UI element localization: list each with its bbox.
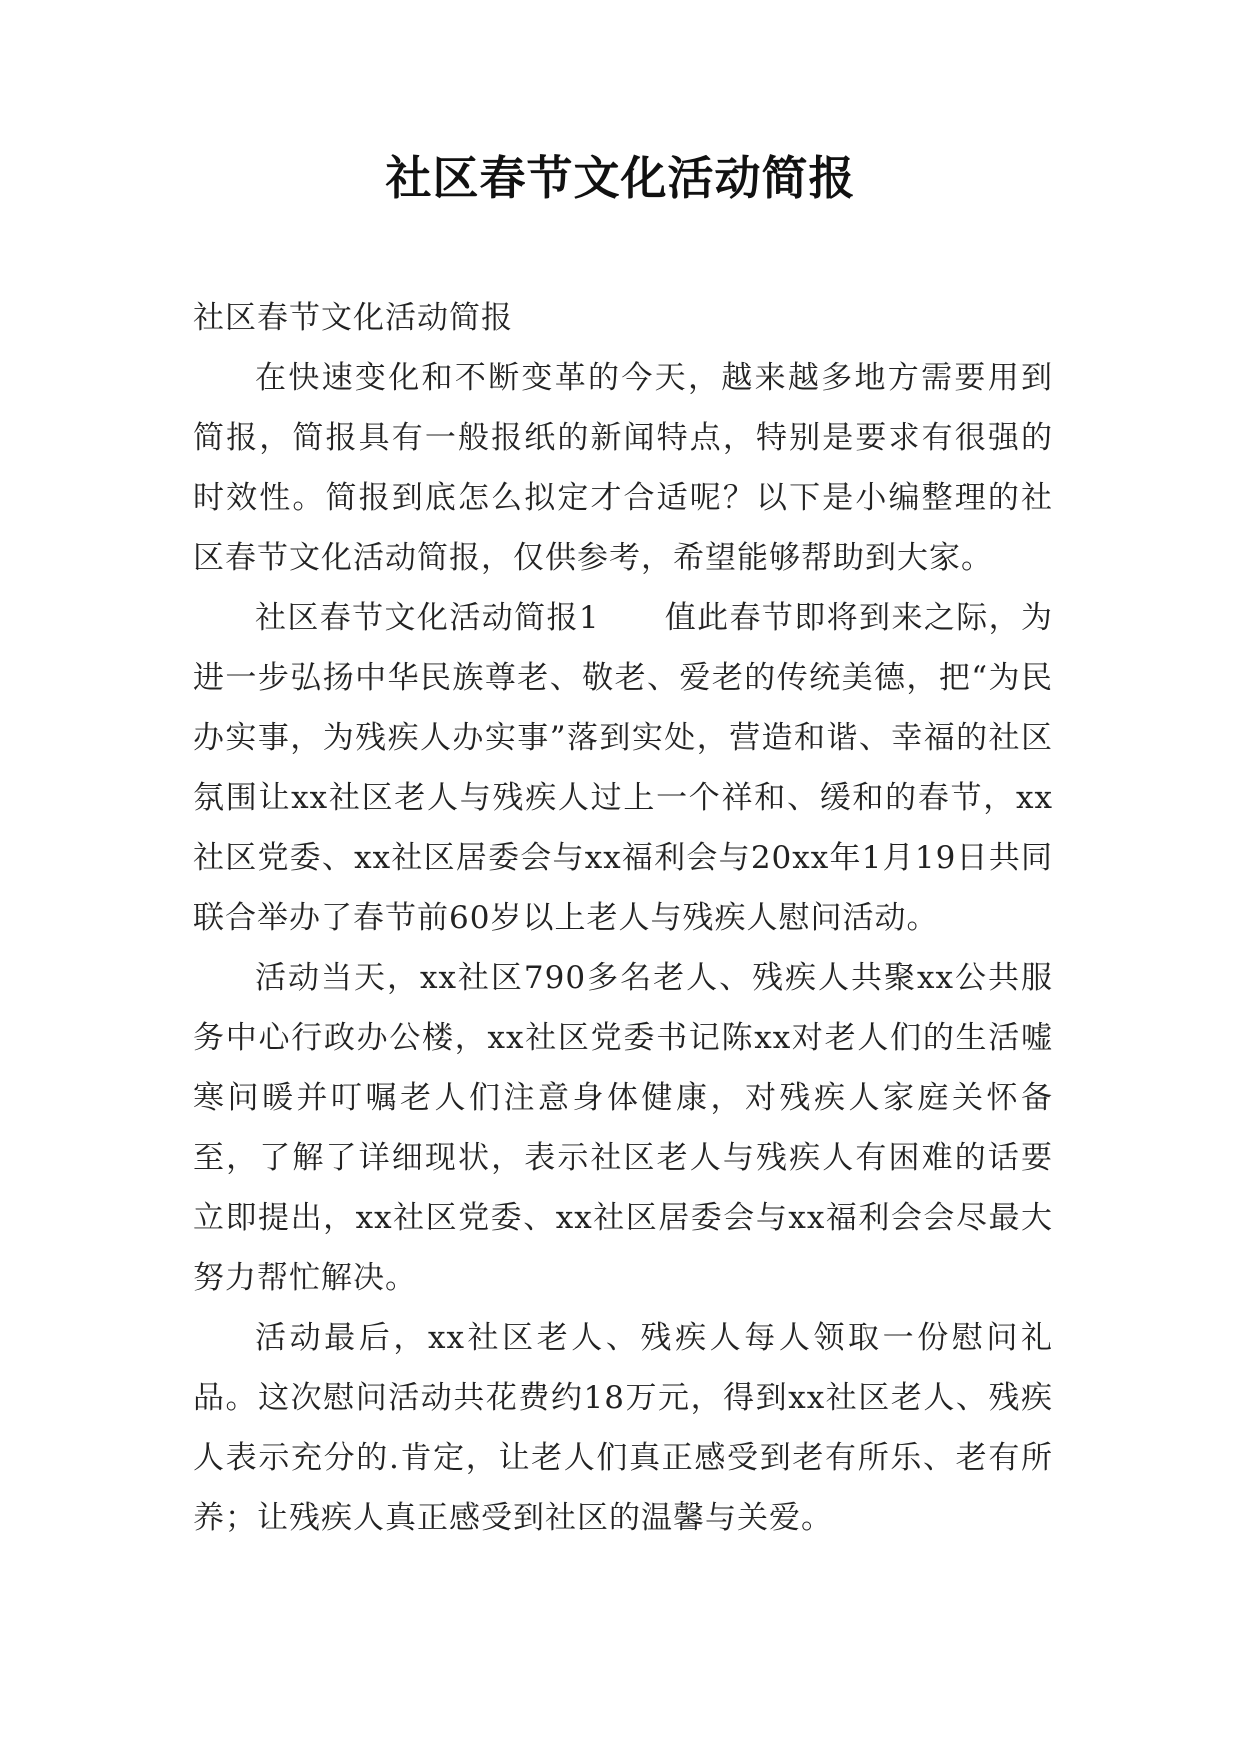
- paragraph-activity-end: 活动最后，xx社区老人、残疾人每人领取一份慰问礼品。这次慰问活动共花费约18万元，得到xx社区老人、残疾人表示充分的.肯定，让老人们真正感受到老有所乐、老有所养；让残疾人真正感受到社区的温馨与关爱。: [193, 1320, 1053, 1536]
- paragraph-intro: 在快速变化和不断变革的今天，越来越多地方需要用到简报，简报具有一般报纸的新闻特点，特别是要求有很强的时效性。简报到底怎么拟定才合适呢？以下是小编整理的社区春节文化活动简报，仅供参考，希望能够帮助到大家。: [193, 360, 1053, 576]
- paragraph-report-1: 社区春节文化活动简报1 值此春节即将到来之际，为进一步弘扬中华民族尊老、敬老、爱老的传统美德，把“为民办实事，为残疾人办实事”落到实处，营造和谐、幸福的社区氛围让xx社区老人与残疾人过上一个祥和、缓和的春节，xx社区党委、xx社区居委会与xx福利会与20xx年1月19日共同联合举办了春节前60岁以上老人与残疾人慰问活动。: [193, 600, 1053, 936]
- paragraph-activity-day: 活动当天，xx社区790多名老人、残疾人共聚xx公共服务中心行政办公楼，xx社区党委书记陈xx对老人们的生活嘘寒问暖并叮嘱老人们注意身体健康，对残疾人家庭关怀备至，了解了详细现状，表示社区老人与残疾人有困难的话要立即提出，xx社区党委、xx社区居委会与xx福利会会尽最大努力帮忙解决。: [193, 960, 1053, 1296]
- document-body: [193, 288, 1053, 1548]
- document-subtitle: 社区春节文化活动简报: [193, 300, 513, 336]
- document-title: 社区春节文化活动简报: [385, 151, 856, 205]
